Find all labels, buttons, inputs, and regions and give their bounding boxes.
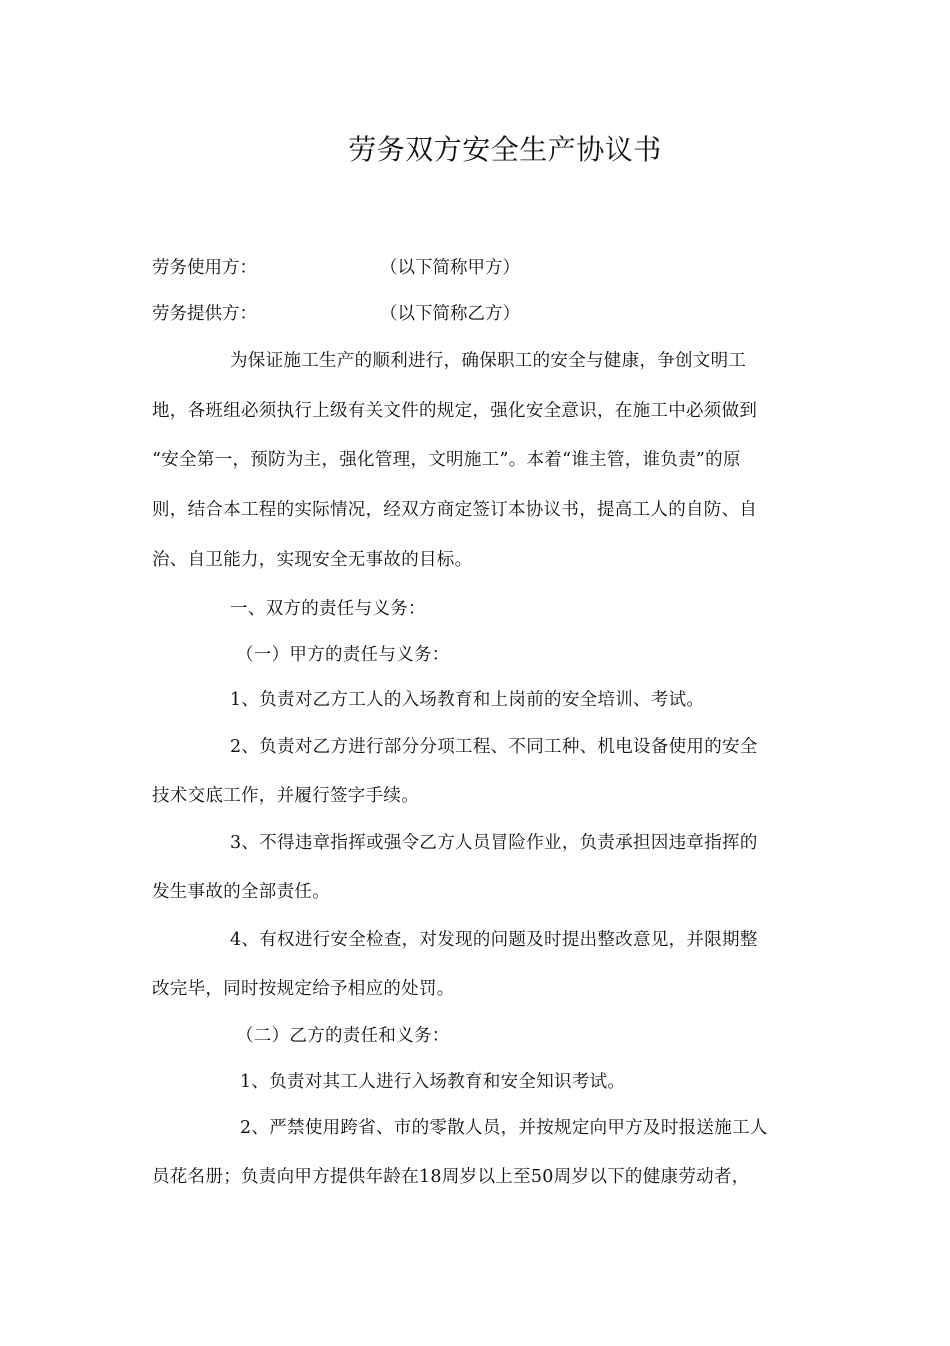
list-item: 1、负责对其工人进行入场教育和安全知识考试。 (240, 1072, 626, 1092)
list-item-continuation: 发生事故的全部责任。 (152, 882, 330, 902)
list-item: 3、不得违章指挥或强令乙方人员冒险作业，负责承担因违章指挥的 (230, 833, 758, 853)
employer-note: （以下简称甲方） (380, 258, 520, 278)
subsection-heading: （二）乙方的责任和义务： (236, 1026, 450, 1046)
list-item: 4、有权进行安全检查，对发现的问题及时提出整改意见，并限期整 (230, 930, 758, 950)
list-item-continuation: 员花名册；负责向甲方提供年龄在18周岁以上至50周岁以下的健康劳动者， (152, 1167, 750, 1187)
list-item: 2、严禁使用跨省、市的零散人员，并按规定向甲方及时报送施工人 (240, 1118, 768, 1138)
paragraph-line: 则，结合本工程的实际情况，经双方商定签订本协议书，提高工人的自防、自 (152, 500, 758, 520)
list-item-continuation: 技术交底工作，并履行签字手续。 (152, 786, 419, 806)
paragraph-line: 治、自卫能力，实现安全无事故的目标。 (152, 550, 473, 570)
provider-label: 劳务提供方： (152, 304, 257, 324)
employer-label: 劳务使用方： (152, 258, 257, 278)
list-item: 1、负责对乙方工人的入场教育和上岗前的安全培训、考试。 (230, 690, 705, 710)
section-heading: 一、双方的责任与义务： (230, 599, 426, 619)
paragraph-line: 为保证施工生产的顺利进行，确保职工的安全与健康，争创文明工 (230, 351, 747, 371)
provider-note: （以下简称乙方） (380, 304, 520, 324)
subsection-heading: （一）甲方的责任与义务： (236, 645, 450, 665)
paragraph-line: 地，各班组必须执行上级有关文件的规定，强化安全意识，在施工中必须做到 (152, 401, 758, 421)
document-title: 劳务双方安全生产协议书 (348, 133, 662, 166)
list-item: 2、负责对乙方进行部分分项工程、不同工种、机电设备使用的安全 (230, 737, 758, 757)
paragraph-line: “安全第一，预防为主，强化管理，文明施工”。本着“谁主管，谁负责”的原 (152, 450, 741, 470)
list-item-continuation: 改完毕，同时按规定给予相应的处罚。 (152, 979, 455, 999)
